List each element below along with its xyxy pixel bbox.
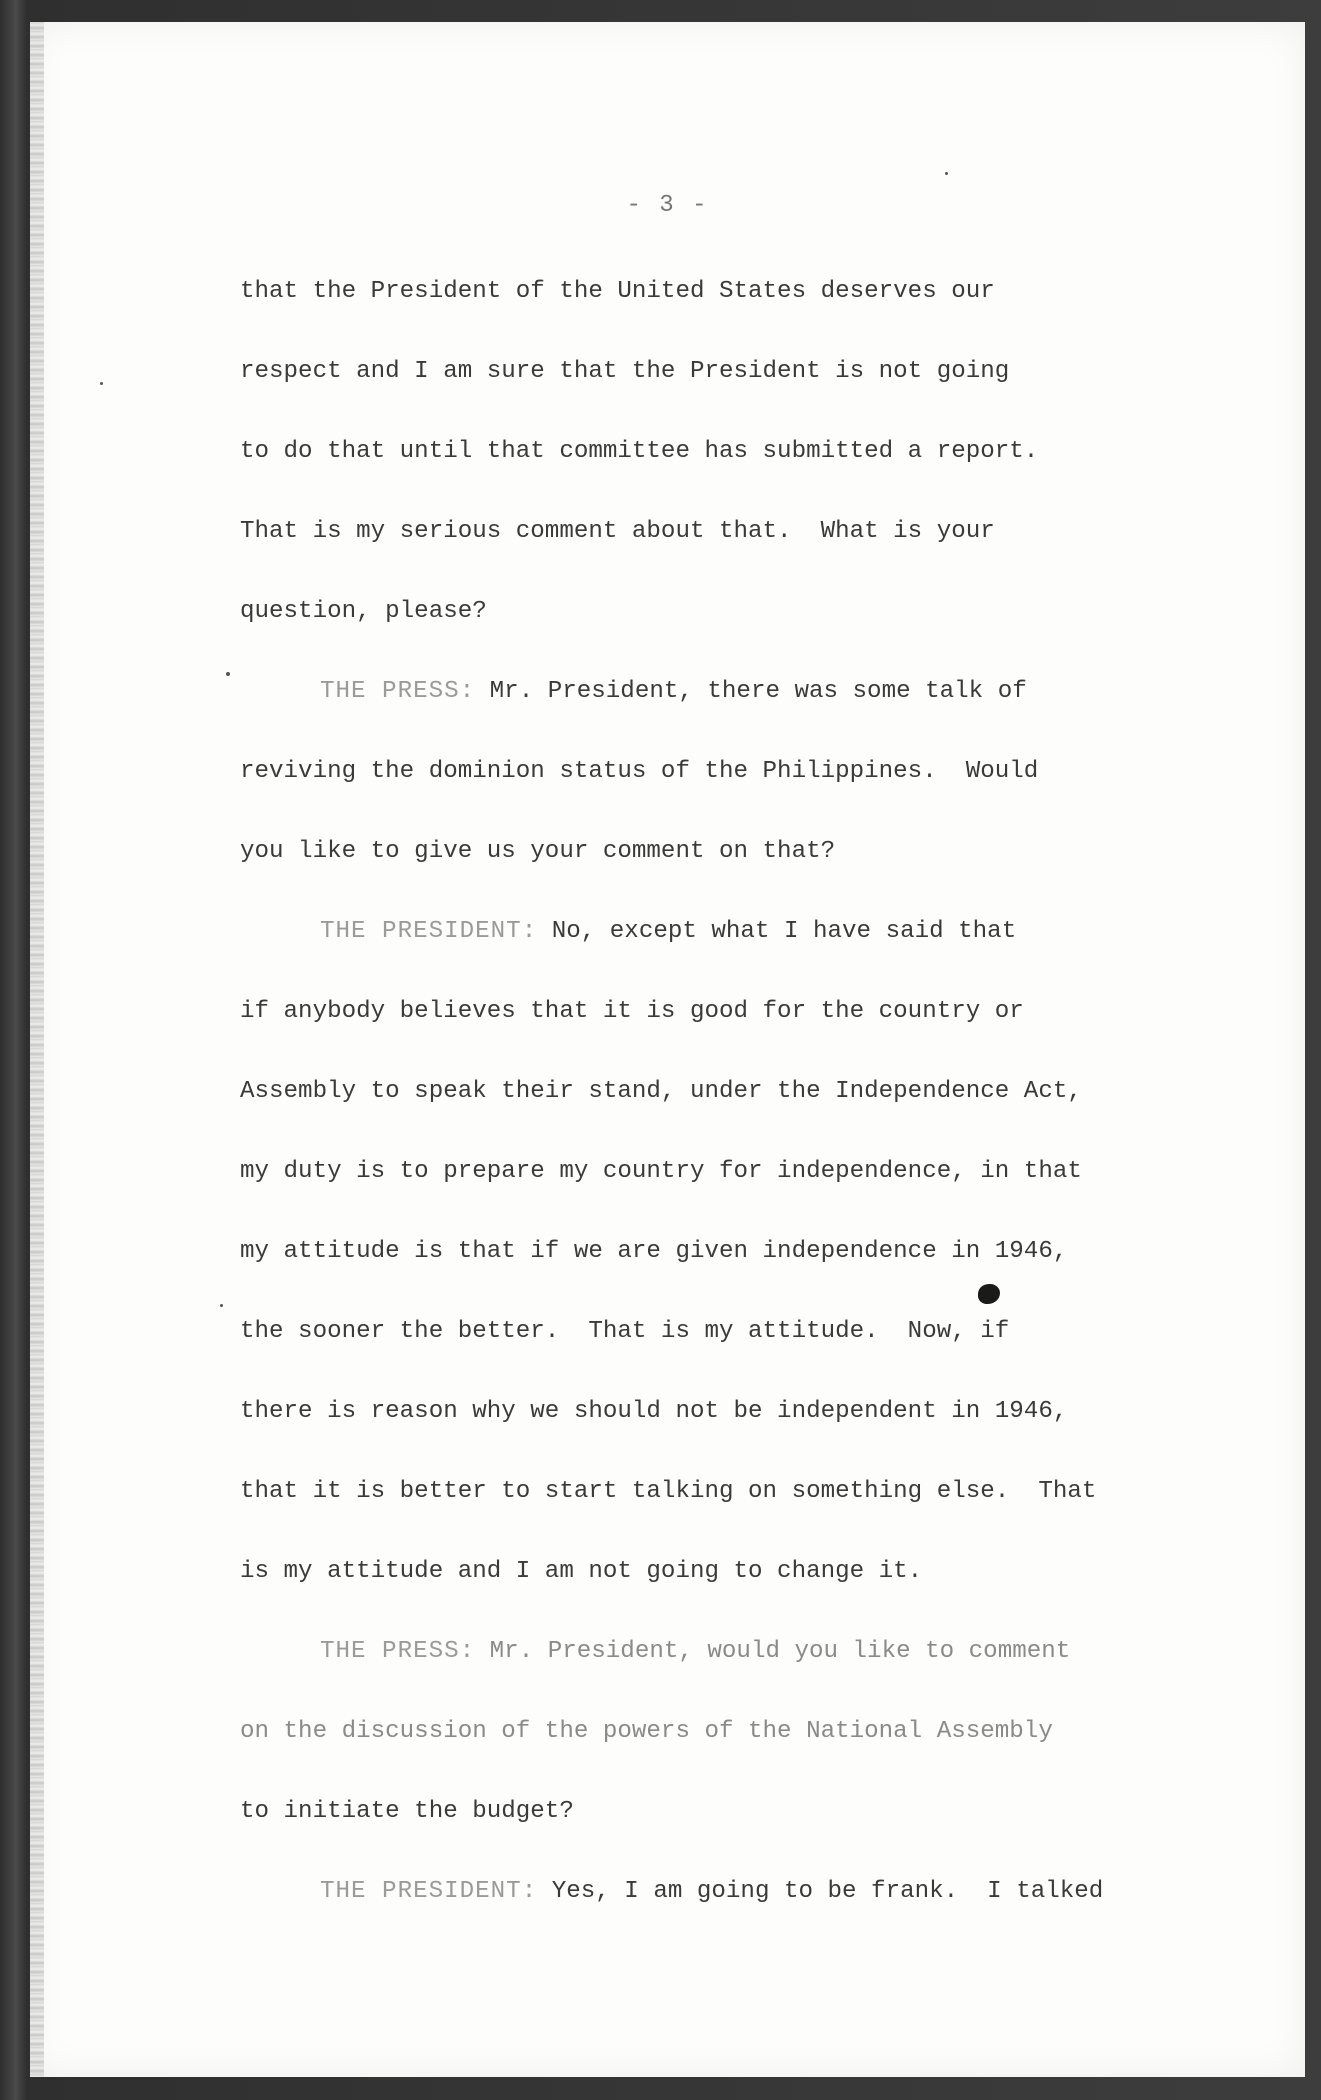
dust-speck xyxy=(100,382,103,385)
text-line: to initiate the budget? xyxy=(240,1798,574,1825)
text-line: respect and I am sure that the President is not going xyxy=(240,358,1010,385)
text-line: if anybody believes that it is good for the country or xyxy=(240,998,1024,1025)
text-line: you like to give us your comment on that? xyxy=(240,838,836,865)
dust-speck xyxy=(945,172,948,175)
dust-speck xyxy=(226,672,230,676)
text-line: THE PRESS: Mr. President, would you like to comment xyxy=(320,1638,1071,1665)
transcript-text xyxy=(240,252,1200,1932)
text-line: there is reason why we should not be independent in 1946, xyxy=(240,1398,1068,1425)
speaker-label: THE PRESS: xyxy=(320,678,476,705)
text-line: question, please? xyxy=(240,598,487,625)
speaker-label: THE PRESS: xyxy=(320,1638,476,1665)
text-line: on the discussion of the powers of the National Assembly xyxy=(240,1718,1053,1745)
text-line: my attitude is that if we are given independence in 1946, xyxy=(240,1238,1068,1265)
text-line: to do that until that committee has submitted a report. xyxy=(240,438,1039,465)
speaker-label: THE PRESIDENT: xyxy=(320,1878,538,1905)
speaker-label: THE PRESIDENT: xyxy=(320,918,538,945)
page-number: - 3 - xyxy=(626,192,709,219)
text-line: THE PRESIDENT: Yes, I am going to be frank. I talked xyxy=(320,1878,1104,1905)
text-line: THE PRESIDENT: No, except what I have said that xyxy=(320,918,1017,945)
text-line: reviving the dominion status of the Philippines. Would xyxy=(240,758,1039,785)
text-line: that it is better to start talking on something else. That xyxy=(240,1478,1097,1505)
text-line: that the President of the United States deserves our xyxy=(240,278,995,305)
dust-speck xyxy=(220,1304,223,1307)
text-line: my duty is to prepare my country for independence, in that xyxy=(240,1158,1082,1185)
text-line: Assembly to speak their stand, under the Independence Act, xyxy=(240,1078,1082,1105)
text-line: is my attitude and I am not going to change it. xyxy=(240,1558,923,1585)
text-line: That is my serious comment about that. What is your xyxy=(240,518,995,545)
document-page xyxy=(30,22,1305,2077)
text-line: THE PRESS: Mr. President, there was some talk of xyxy=(320,678,1027,705)
text-line: the sooner the better. That is my attitude. Now, if xyxy=(240,1318,1010,1345)
